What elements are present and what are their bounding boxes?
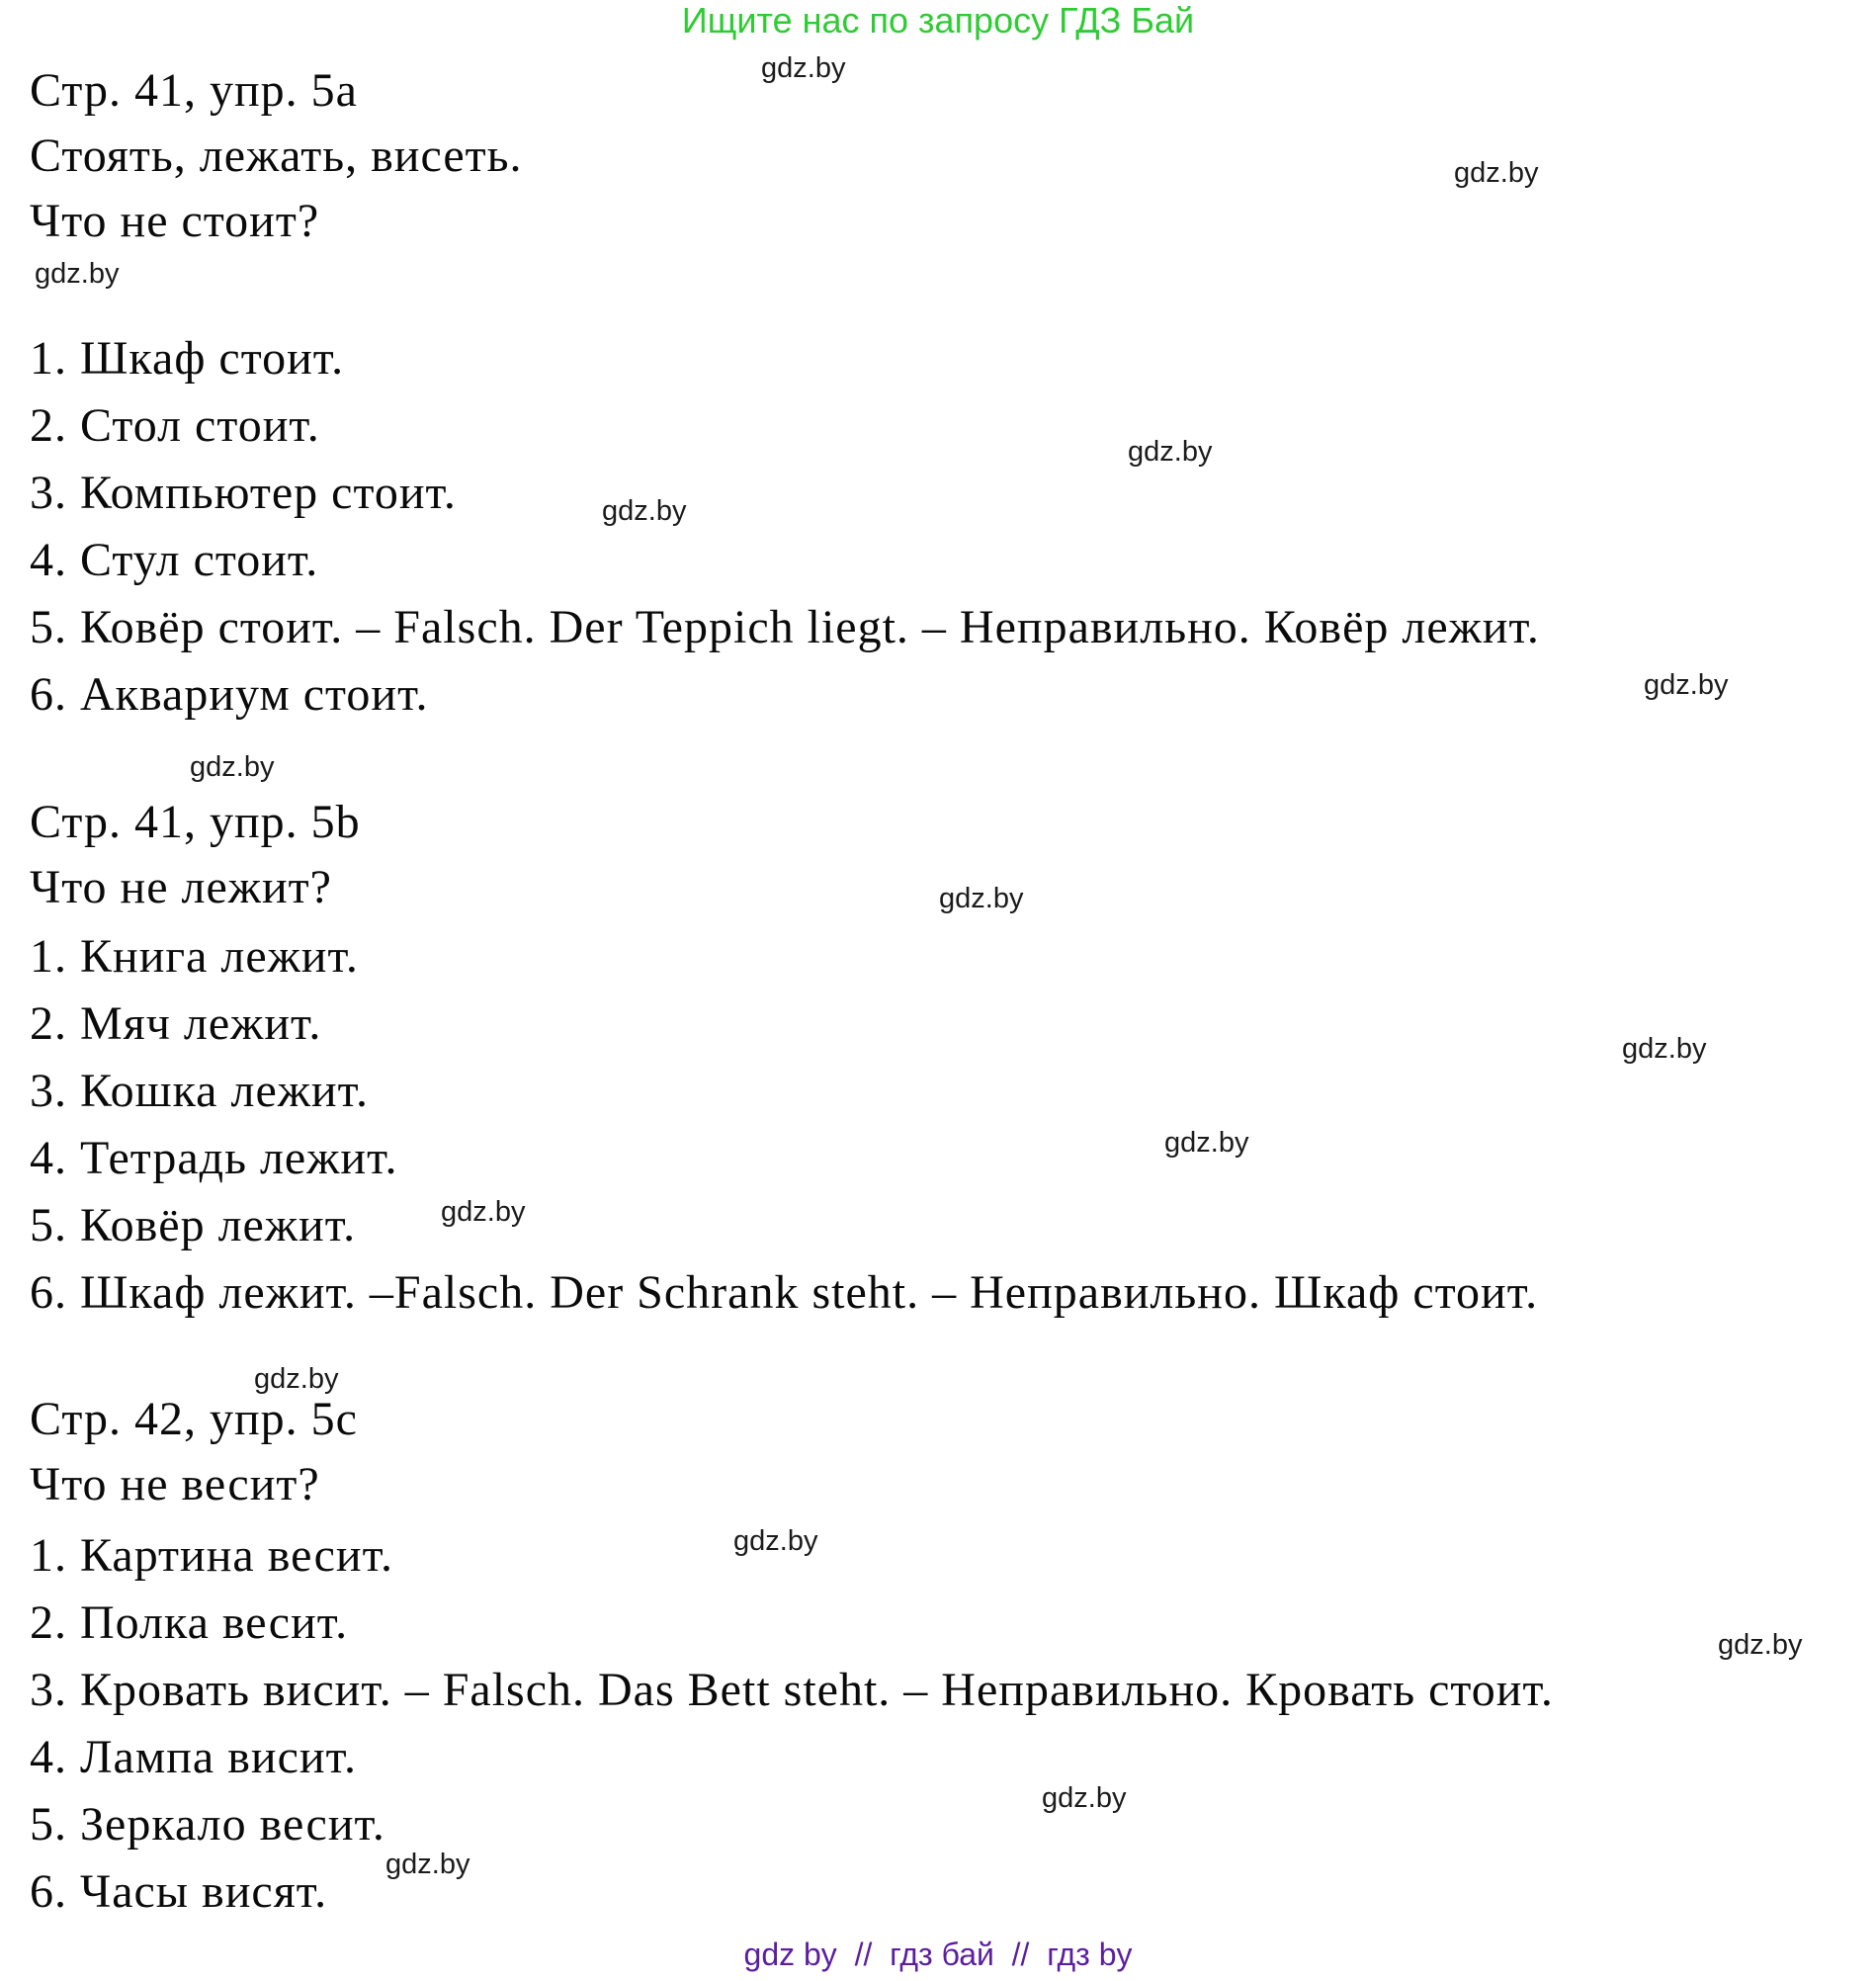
gdz-watermark: gdz.by	[190, 751, 275, 783]
document-body	[30, 0, 1868, 1926]
answer-item: 1. Картина весит.	[30, 1529, 393, 1582]
answer-list	[30, 325, 1868, 729]
gdz-watermark: gdz.by	[1042, 1782, 1127, 1814]
section-title: Стр. 42, упр. 5c	[30, 1393, 358, 1445]
gdz-watermark: gdz.by	[1128, 436, 1213, 468]
section-exercise-5c	[30, 1387, 1868, 1926]
gdz-watermark: gdz.by	[1644, 669, 1729, 701]
promo-banner: Ищите нас по запросу ГДЗ Бай	[681, 0, 1195, 41]
answer-item: 2. Мяч лежит.	[30, 997, 322, 1050]
answer-list	[30, 923, 1868, 1327]
section-exercise-5a	[30, 58, 1868, 729]
answer-item: 3. Компьютер стоит.	[30, 467, 457, 519]
answer-item: 5. Ковёр лежит.	[30, 1199, 357, 1251]
section-question: Что не стоит?	[30, 195, 320, 247]
gdz-watermark: gdz.by	[1164, 1127, 1249, 1159]
answer-item: 3. Кошка лежит.	[30, 1065, 369, 1117]
footer-watermark: gdz by // гдз бай // гдз by	[743, 1937, 1133, 1972]
answer-item: 4. Тетрадь лежит.	[30, 1132, 398, 1184]
section-title: Стр. 41, упр. 5a	[30, 64, 358, 117]
gdz-watermark: gdz.by	[35, 258, 120, 290]
gdz-watermark: gdz.by	[385, 1849, 470, 1880]
gdz-watermark: gdz.by	[1622, 1033, 1707, 1065]
answer-item: 3. Кровать висит. – Falsch. Das Bett steht. – Неправильно. Кровать стоит.	[30, 1664, 1554, 1716]
gdz-watermark: gdz.by	[602, 495, 687, 527]
answer-item: 4. Лампа висит.	[30, 1731, 357, 1783]
gdz-watermark: gdz.by	[939, 883, 1024, 914]
gdz-watermark: gdz.by	[1454, 157, 1539, 189]
answer-item: 5. Ковёр стоит. – Falsch. Der Teppich liegt. – Неправильно. Ковёр лежит.	[30, 601, 1540, 653]
answer-item: 2. Полка весит.	[30, 1596, 349, 1649]
answer-item: 1. Шкаф стоит.	[30, 332, 345, 385]
section-question: Что не лежит?	[30, 861, 332, 913]
answer-item: 1. Книга лежит.	[30, 930, 359, 983]
section-exercise-5b	[30, 790, 1868, 1327]
section-subtitle: Стоять, лежать, висеть.	[30, 129, 523, 182]
gdz-watermark: gdz.by	[1718, 1629, 1803, 1661]
gdz-watermark: gdz.by	[254, 1363, 339, 1395]
section-title: Стр. 41, упр. 5b	[30, 796, 361, 848]
answer-item: 6. Аквариум стоит.	[30, 668, 429, 721]
gdz-watermark: gdz.by	[441, 1196, 526, 1228]
answer-item: 2. Стол стоит.	[30, 399, 320, 452]
gdz-watermark: gdz.by	[733, 1525, 818, 1557]
answer-item: 6. Часы висят.	[30, 1865, 328, 1918]
answer-item: 4. Стул стоит.	[30, 534, 319, 586]
gdz-watermark: gdz.by	[761, 52, 846, 84]
answer-item: 5. Зеркало весит.	[30, 1798, 385, 1851]
answer-list	[30, 1522, 1868, 1926]
answer-item: 6. Шкаф лежит. –Falsch. Der Schrank steht. – Неправильно. Шкаф стоит.	[30, 1266, 1539, 1319]
section-question: Что не весит?	[30, 1458, 320, 1510]
